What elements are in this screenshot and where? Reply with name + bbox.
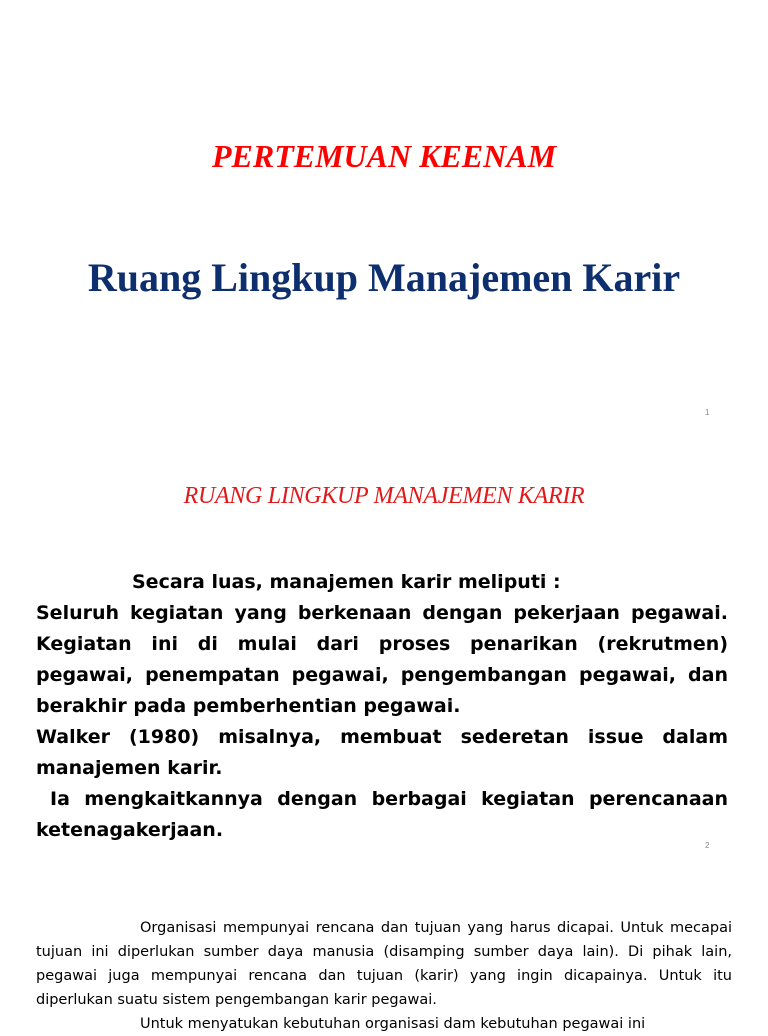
paragraph: Organisasi mempunyai rencana dan tujuan yang harus dicapai. Untuk mecapai tujuan ini diperlukan sumber daya manusia (disamping sumber daya lain). Di pihak lain, pegawai juga mempunyai rencana dan tujuan (karir) yang ingin dicapainya. Untuk itu diperlukan suatu sistem pengembangan karir pegawai. xyxy=(36,920,732,1008)
slide-2 xyxy=(0,432,768,864)
paragraph: Seluruh kegiatan yang berkenaan dengan pekerjaan pegawai. Kegiatan ini di mulai dari proses penarikan (rekrutmen) pegawai, penempatan pegawai, pengembangan pegawai, dan berakhir pada pemberhentian pegawai. xyxy=(36,602,728,717)
paragraph: Untuk menyatukan kebutuhan organisasi dam kebutuhan pegawai ini xyxy=(140,1016,646,1032)
slide-3 xyxy=(0,864,768,1032)
lead-text: Secara luas, manajemen karir meliputi : xyxy=(132,571,561,593)
section-title: RUANG LINGKUP MANAJEMEN KARIR xyxy=(183,483,585,509)
paragraph: Walker (1980) misalnya, membuat sederetan issue dalam manajemen karir. xyxy=(36,726,728,779)
slide-title: Ruang Lingkup Manajemen Karir xyxy=(87,255,681,300)
body-text xyxy=(36,567,728,846)
slide-1 xyxy=(0,0,768,432)
page-number: 1 xyxy=(705,408,710,417)
body-text xyxy=(36,916,732,1036)
paragraph: Ia mengkaitkannya dengan berbagai kegiatan perencanaan ketenagakerjaan. xyxy=(36,788,728,841)
slide-kicker: PERTEMUAN KEENAM xyxy=(211,138,557,174)
page-number: 2 xyxy=(705,841,710,850)
